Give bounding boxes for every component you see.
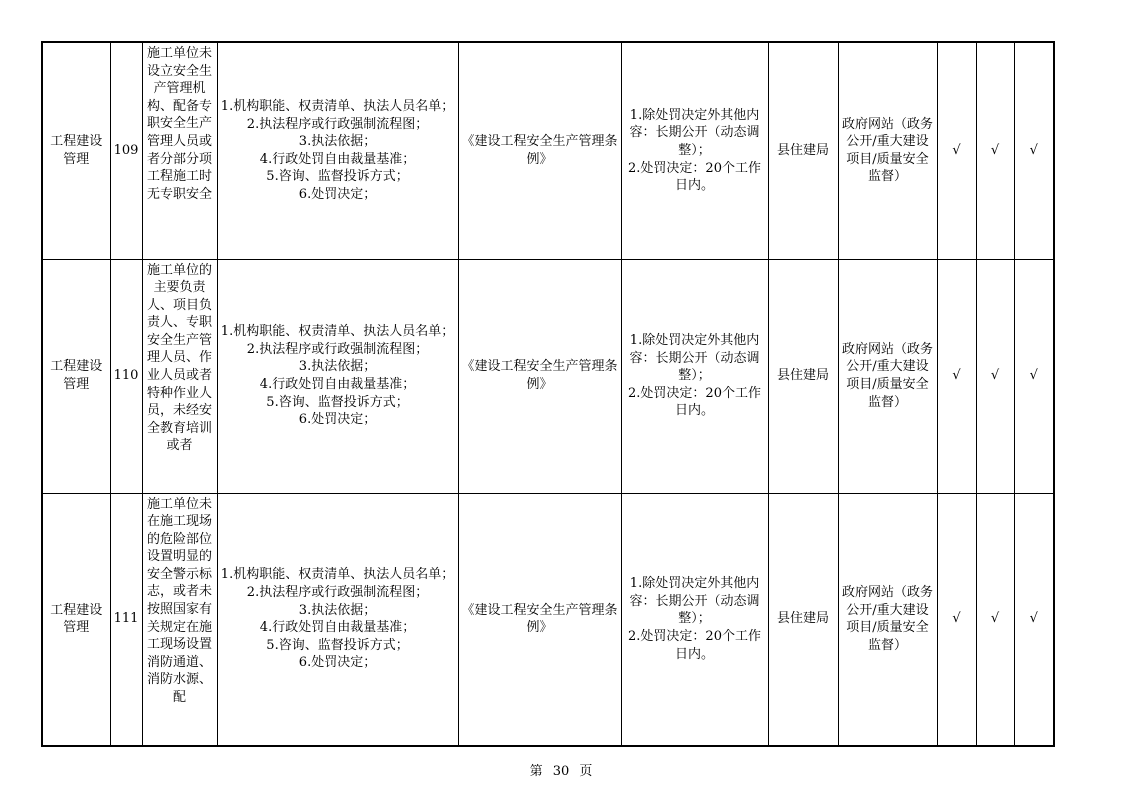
page-suffix: 页 (579, 764, 593, 779)
check-cell: √ (976, 493, 1014, 746)
basis-cell: 《建设工程安全生产管理条例》 (458, 42, 621, 259)
page-prefix: 第 (529, 764, 543, 779)
content-cell (217, 259, 458, 493)
category-cell: 工程建设管理 (42, 42, 110, 259)
subject-cell: 县住建局 (768, 493, 838, 746)
content-line: 1.机构职能、权责清单、执法人员名单； (220, 324, 455, 340)
timeline-line: 2.处罚决定：20个工作日内。 (628, 385, 761, 419)
disclosure-table (41, 41, 1055, 747)
check-cell: √ (937, 42, 976, 259)
timeline-line: 1.除处罚决定外其他内容：长期公开（动态调整）； (629, 107, 760, 158)
check-cell: √ (937, 259, 976, 493)
item-cell (142, 493, 217, 746)
item-text: 施工单位未在施工现场的危险部位设置明显的安全警示标志，或者未按照国家有关规定在施工现场设置消防通道、消防水源、配 (146, 496, 212, 706)
item-cell (142, 259, 217, 493)
item-text: 施工单位的主要负责人、项目负责人、专职安全生产管理人员、作业人员或者特种作业人员，未经安全教育培训或者 (146, 262, 212, 454)
content-line: 5.咨询、监督投诉方式； (266, 637, 409, 653)
basis-cell: 《建设工程安全生产管理条例》 (458, 259, 621, 493)
item-cell (142, 42, 217, 259)
page-number: 30 (552, 764, 570, 779)
content-line: 1.机构职能、权责清单、执法人员名单； (220, 567, 455, 583)
content-line: 5.咨询、监督投诉方式； (266, 169, 409, 185)
basis-cell: 《建设工程安全生产管理条例》 (458, 493, 621, 746)
check-cell: √ (1014, 259, 1054, 493)
content-line: 3.执法依据； (298, 602, 377, 618)
timeline-cell (621, 42, 768, 259)
timeline-cell (621, 259, 768, 493)
subject-cell: 县住建局 (768, 259, 838, 493)
timeline-cell (621, 493, 768, 746)
timeline-line: 1.除处罚决定外其他内容：长期公开（动态调整）； (629, 333, 760, 384)
category-cell: 工程建设管理 (42, 493, 110, 746)
content-line: 3.执法依据； (298, 134, 377, 150)
table-row (42, 259, 1054, 493)
channel-cell: 政府网站（政务公开/重大建设项目/质量安全监督） (838, 259, 937, 493)
content-line: 6.处罚决定； (298, 186, 377, 202)
content-cell (217, 493, 458, 746)
check-cell: √ (976, 259, 1014, 493)
content-line: 1.机构职能、权责清单、执法人员名单； (220, 98, 455, 114)
timeline-line: 2.处罚决定：20个工作日内。 (628, 160, 761, 194)
check-cell: √ (976, 42, 1014, 259)
number-cell: 110 (110, 259, 142, 493)
timeline-line: 1.除处罚决定外其他内容：长期公开（动态调整）； (629, 576, 760, 627)
check-cell: √ (1014, 42, 1054, 259)
category-cell: 工程建设管理 (42, 259, 110, 493)
content-line: 3.执法依据； (298, 359, 377, 375)
number-cell: 109 (110, 42, 142, 259)
content-line: 4.行政处罚自由裁量基准； (259, 377, 416, 392)
content-line: 5.咨询、监督投诉方式； (266, 394, 409, 410)
table-row (42, 42, 1054, 259)
content-line: 4.行政处罚自由裁量基准； (259, 620, 416, 636)
content-line: 4.行政处罚自由裁量基准； (259, 151, 416, 167)
table-row (42, 493, 1054, 746)
check-cell: √ (1014, 493, 1054, 746)
item-text: 施工单位未设立安全生产管理机构、配备专职安全生产管理人员或者分部分项工程施工时无专职安全 (146, 46, 212, 202)
channel-cell: 政府网站（政务公开/重大建设项目/质量安全监督） (838, 493, 937, 746)
content-line: 6.处罚决定； (298, 655, 377, 671)
channel-cell: 政府网站（政务公开/重大建设项目/质量安全监督） (838, 42, 937, 259)
content-line: 2.执法程序或行政强制流程图； (246, 341, 429, 357)
page-footer (0, 760, 1122, 779)
content-line: 6.处罚决定； (298, 412, 377, 428)
content-cell (217, 42, 458, 259)
content-line: 2.执法程序或行政强制流程图； (246, 585, 429, 601)
number-cell: 111 (110, 493, 142, 746)
subject-cell: 县住建局 (768, 42, 838, 259)
check-cell: √ (937, 493, 976, 746)
timeline-line: 2.处罚决定：20个工作日内。 (628, 629, 761, 662)
content-line: 2.执法程序或行政强制流程图； (246, 116, 429, 132)
